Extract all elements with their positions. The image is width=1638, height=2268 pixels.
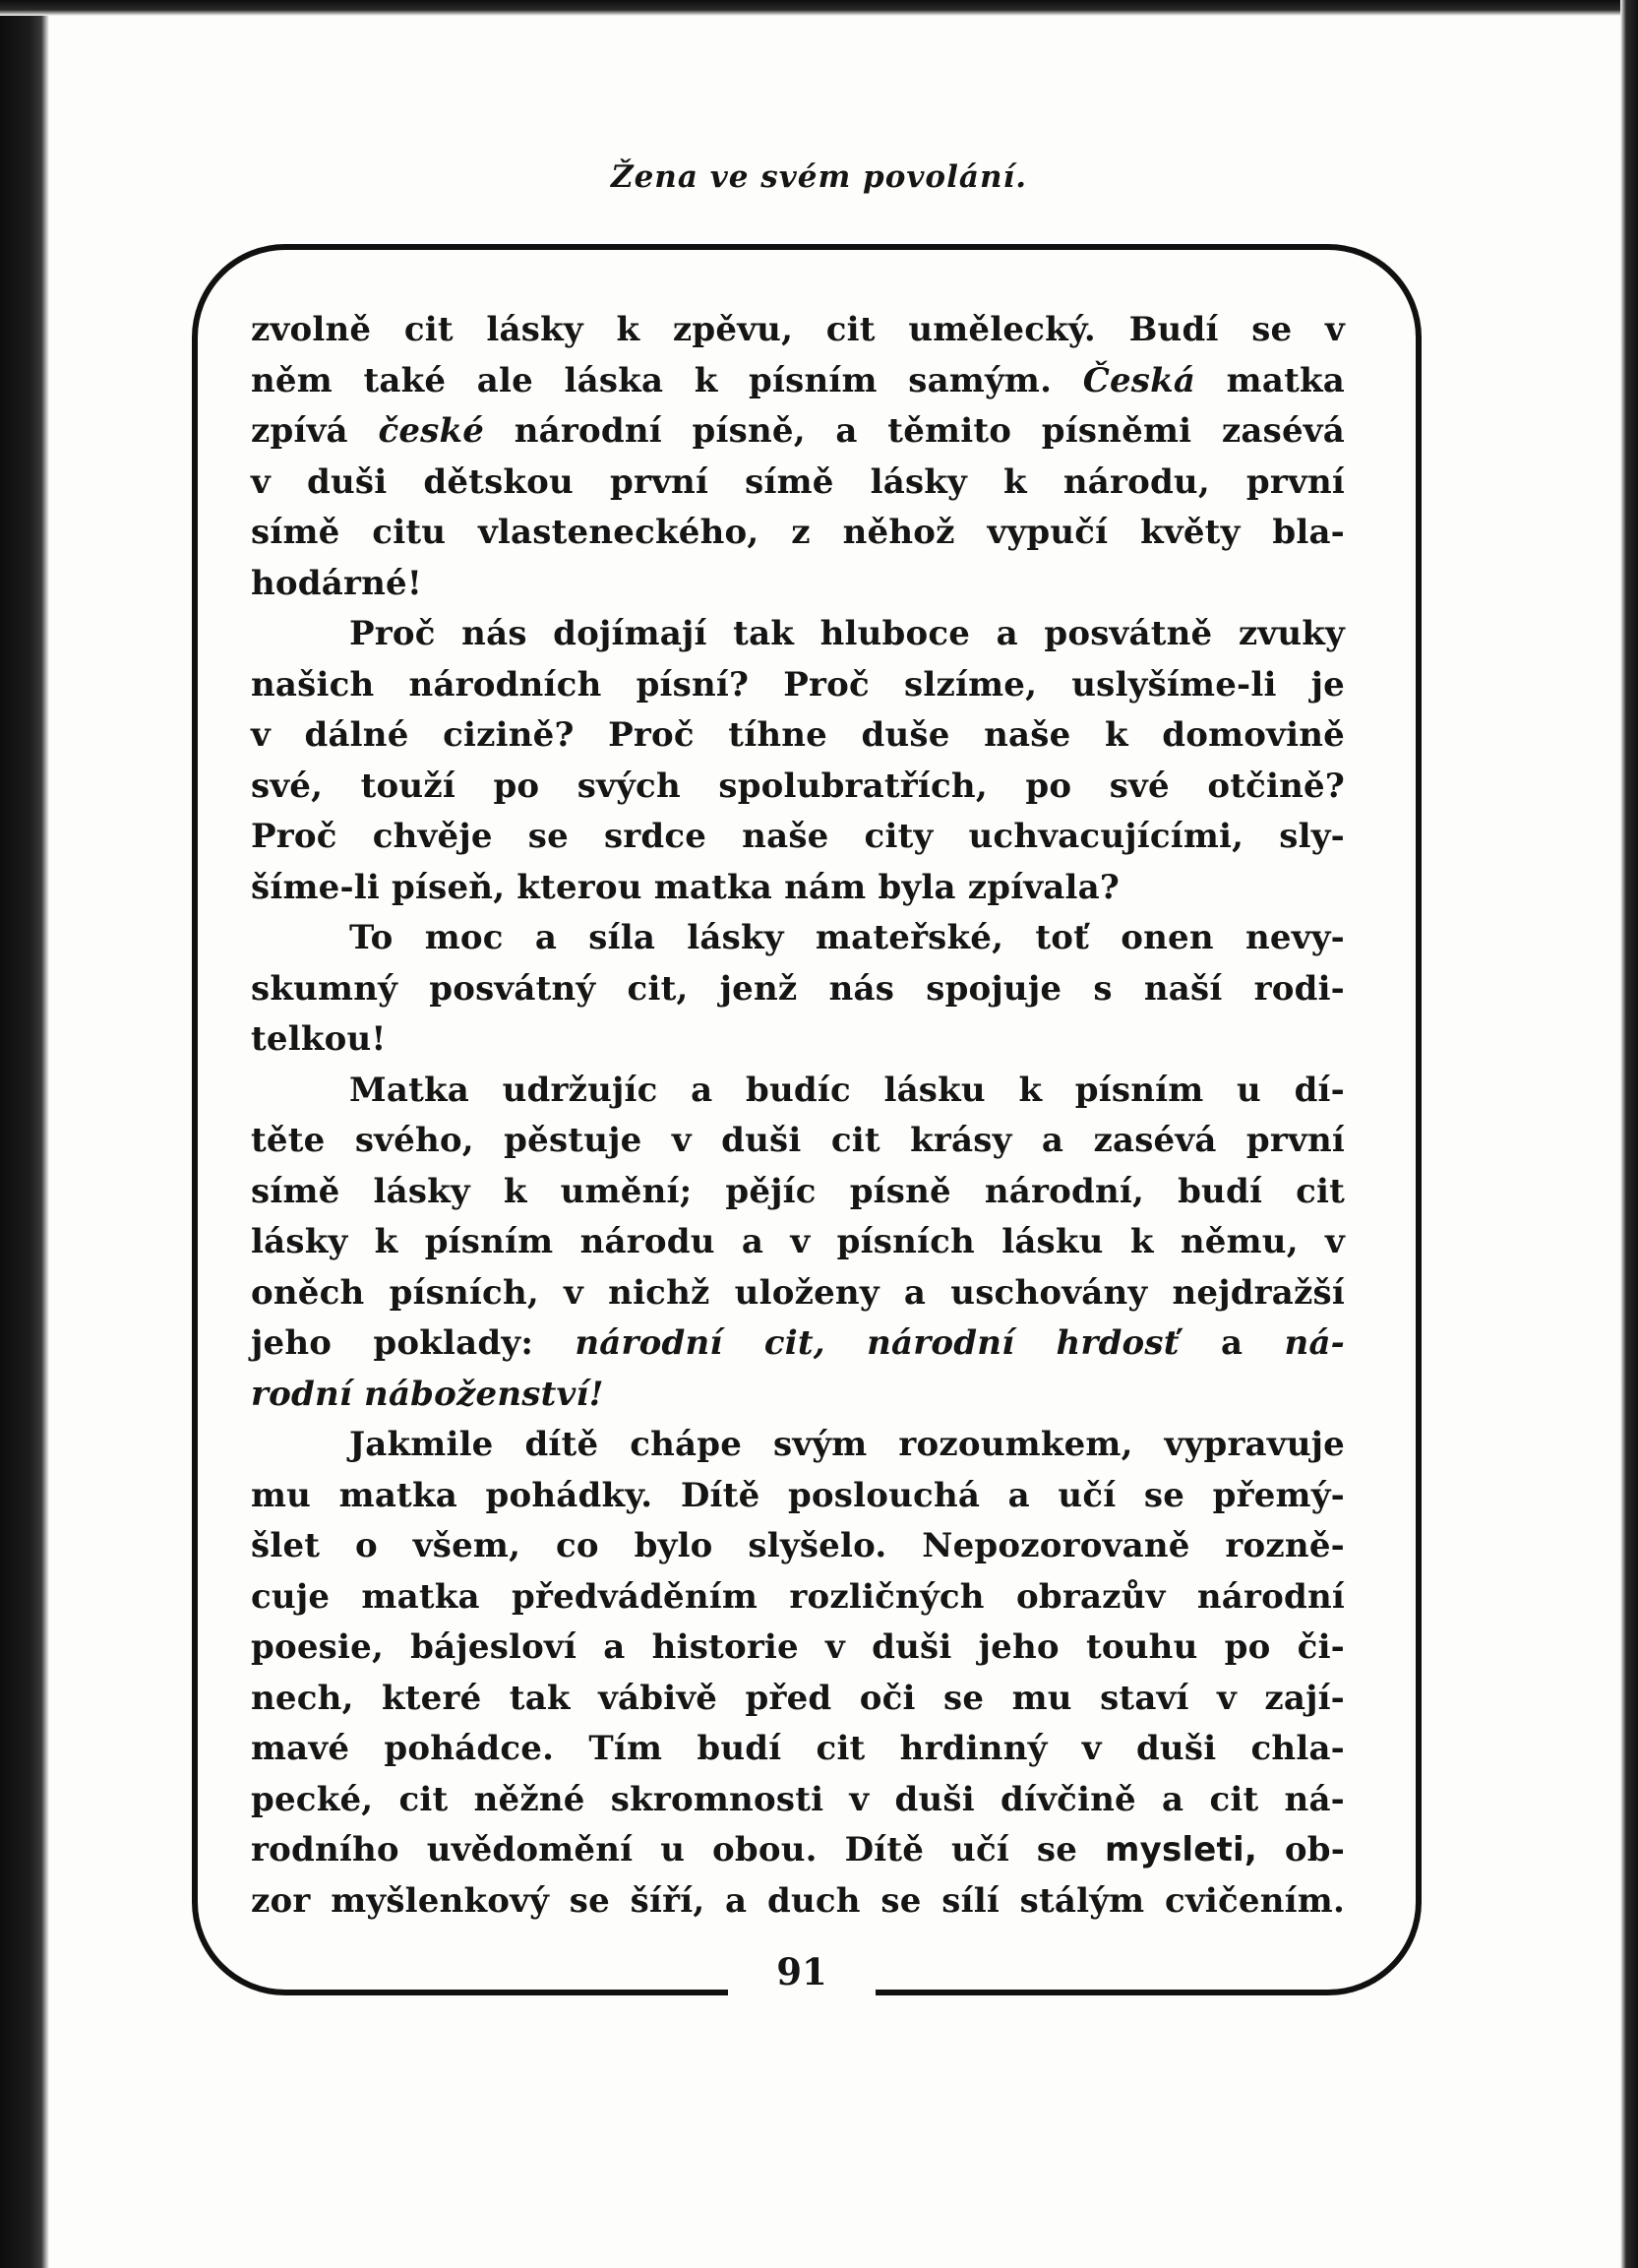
text-line: lásky k písním národu a v písních lásku k němu, v bbox=[251, 1222, 1345, 1261]
text-line: Jakmile dítě chápe svým rozoumkem, vypravuje bbox=[349, 1425, 1345, 1464]
body-text bbox=[251, 305, 1345, 1927]
text-line: poesie, bájesloví a historie v duši jeho touhu po či- bbox=[251, 1627, 1345, 1667]
text-line: skumný posvátný cit, jenž nás spojuje s naší rodi- bbox=[251, 968, 1345, 1009]
text-line: své, touží po svých spolubratřích, po své otčině? bbox=[251, 766, 1345, 806]
text-line: zor myšlenkový se šíří, a duch se sílí stálým cvičením. bbox=[251, 1880, 1345, 1921]
page-number: 91 bbox=[776, 1950, 827, 1993]
text-line: oněch písních, v nichž uloženy a uschovány nejdražší bbox=[251, 1272, 1345, 1313]
text-line: pecké, cit něžné skromnosti v duši dívčině a cit ná- bbox=[251, 1779, 1345, 1819]
text-line: cuje matka předváděním rozličných obrazův národní bbox=[251, 1576, 1345, 1617]
text-line: v dálné cizině? Proč tíhne duše naše k domovině bbox=[251, 715, 1345, 755]
text-line: jeho poklady: národní cit, národní hrdosť a ná- bbox=[251, 1323, 1345, 1363]
text-line: To moc a síla lásky mateřské, toť onen nevy- bbox=[349, 918, 1345, 957]
text-line: telkou! bbox=[251, 1019, 387, 1059]
text-line: Proč chvěje se srdce naše city uchvacujícími, sly- bbox=[251, 817, 1345, 856]
text-line: zvolně cit lásky k zpěvu, cit umělecký. Budí se v bbox=[251, 310, 1345, 349]
text-line: zpívá české národní písně, a těmito písněmi zasévá bbox=[251, 411, 1345, 451]
text-line: v duši dětskou první símě lásky k národu, první bbox=[251, 461, 1345, 502]
scan-edge-top bbox=[0, 0, 1638, 16]
text-line: rodní náboženství! bbox=[251, 1374, 604, 1414]
text-line: símě citu vlasteneckého, z něhož vypučí květy bla- bbox=[251, 513, 1345, 552]
scan-edge-right bbox=[1620, 0, 1638, 2268]
running-head: Žena ve svém povolání. bbox=[610, 159, 1028, 195]
text-line: mavé pohádce. Tím budí cit hrdinný v duši chla- bbox=[251, 1729, 1345, 1768]
text-line: Proč nás dojímají tak hluboce a posvátně zvuky bbox=[349, 614, 1345, 653]
text-line: šíme-li píseň, kterou matka nám byla zpívala? bbox=[251, 867, 1121, 907]
text-line: našich národních písní? Proč slzíme, uslyšíme-li je bbox=[251, 664, 1345, 705]
text-line: něm také ale láska k písním samým. Česká matka bbox=[251, 360, 1345, 400]
text-line: hodárné! bbox=[251, 563, 422, 603]
text-line: těte svého, pěstuje v duši cit krásy a zasévá první bbox=[251, 1121, 1345, 1160]
scan-edge-left bbox=[0, 0, 49, 2268]
text-line: mu matka pohádky. Dítě poslouchá a učí se přemý- bbox=[251, 1475, 1345, 1515]
text-line: šlet o všem, co bylo slyšelo. Nepozorovaně rozně- bbox=[251, 1526, 1345, 1565]
text-line: Matka udržujíc a budíc lásku k písním u dí- bbox=[349, 1070, 1345, 1110]
text-line: rodního uvědomění u obou. Dítě učí se mysleti, ob- bbox=[251, 1830, 1346, 1870]
text-line: nech, které tak vábivě před oči se mu staví v zají- bbox=[251, 1678, 1345, 1718]
text-line: símě lásky k umění; pějíc písně národní, budí cit bbox=[251, 1171, 1345, 1211]
